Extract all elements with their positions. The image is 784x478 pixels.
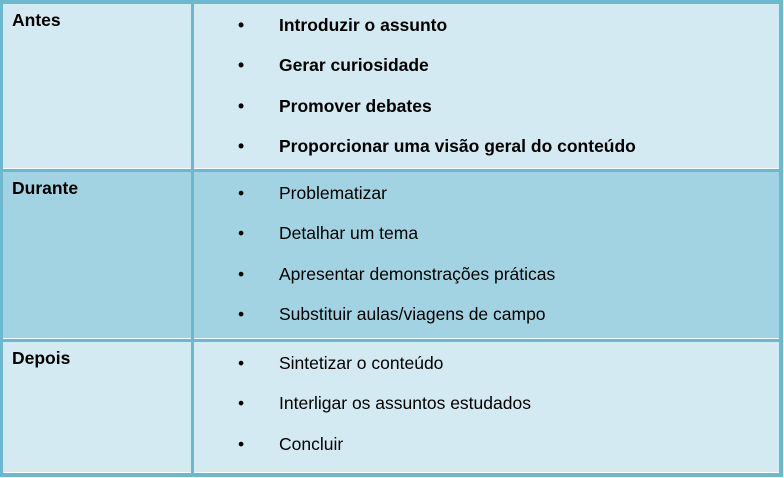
list-item-text: Promover debates bbox=[279, 95, 432, 116]
list-item-text: Problematizar bbox=[279, 182, 387, 203]
list-item bbox=[194, 173, 779, 214]
list-item bbox=[194, 254, 779, 295]
row-label-durante: Durante bbox=[3, 172, 194, 339]
list-item bbox=[194, 295, 779, 336]
bullet-icon: • bbox=[238, 433, 245, 454]
bullet-icon: • bbox=[238, 14, 245, 35]
list-item-text: Apresentar demonstrações práticas bbox=[279, 263, 556, 284]
row-items-depois bbox=[194, 342, 779, 473]
bullet-icon: • bbox=[238, 393, 245, 413]
bullet-icon: • bbox=[238, 95, 245, 116]
list-item-text: Concluir bbox=[279, 433, 344, 454]
table-row-depois bbox=[3, 342, 779, 473]
bullet-icon: • bbox=[238, 182, 245, 203]
list-item-text: Sintetizar o conteúdo bbox=[279, 352, 444, 373]
row-label-depois: Depois bbox=[3, 342, 194, 473]
list-item-text: Detalhar um tema bbox=[279, 223, 419, 243]
table-row-durante bbox=[3, 172, 779, 342]
list-item bbox=[194, 46, 779, 87]
table-row-antes bbox=[3, 4, 779, 172]
list-item-text: Proporcionar uma visão geral do conteúdo bbox=[279, 136, 636, 156]
bullet-icon: • bbox=[238, 263, 245, 284]
list-item bbox=[194, 214, 779, 255]
row-items-antes bbox=[194, 4, 779, 169]
list-item bbox=[194, 343, 779, 384]
bullet-icon: • bbox=[238, 304, 245, 324]
list-item-text: Interligar os assuntos estudados bbox=[279, 393, 531, 413]
bullet-icon: • bbox=[238, 55, 245, 75]
list-item bbox=[194, 5, 779, 46]
bullet-icon: • bbox=[238, 223, 245, 243]
list-item-text: Substituir aulas/viagens de campo bbox=[279, 304, 546, 324]
list-item bbox=[194, 424, 779, 465]
row-items-durante bbox=[194, 172, 779, 339]
list-item-text: Gerar curiosidade bbox=[279, 55, 429, 75]
list-item-text: Introduzir o assunto bbox=[279, 14, 448, 35]
list-item bbox=[194, 86, 779, 127]
bullet-icon: • bbox=[238, 352, 245, 373]
bullet-icon: • bbox=[238, 136, 245, 156]
row-label-antes: Antes bbox=[3, 4, 194, 169]
list-item bbox=[194, 127, 779, 168]
list-item bbox=[194, 384, 779, 425]
